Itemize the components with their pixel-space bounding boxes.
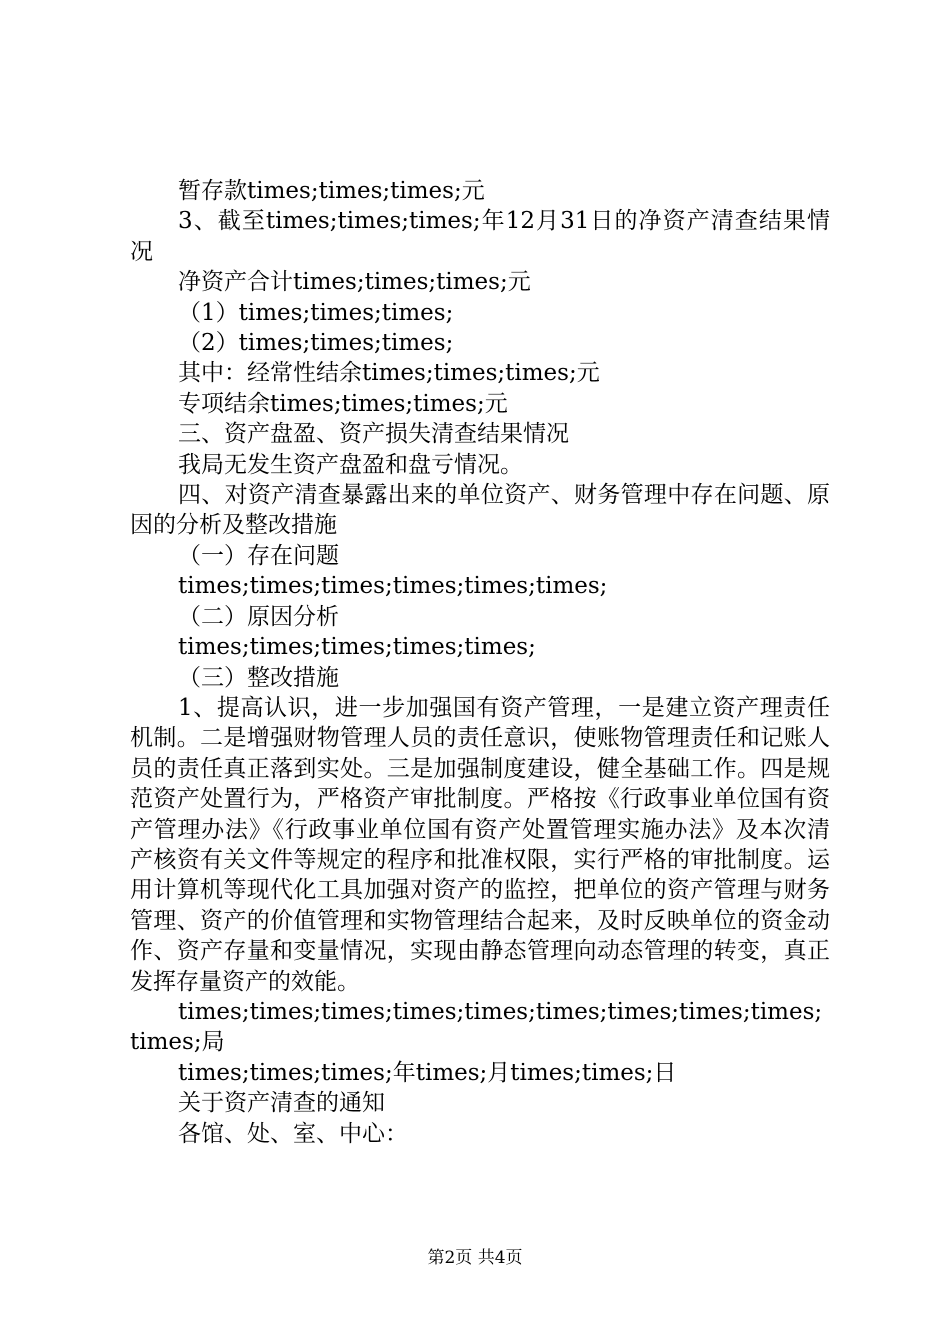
paragraph-measures: 1、提高认识，进一步加强国有资产管理，一是建立资产理责任机制。二是增强财物管理人员的责任意识，使账物管理责任和记账人员的责任真正落到实处。三是加强制度建设，健全基础工作。四是规范资产处置行为，严格资产审批制度。严格按《行政事业单位国有资产管理办法》《行政事业单位国有资产处置管理实施办法》及本次清产核资有关文件等规定的程序和批准权限，实行严格的审批制度。运用计算机等现代化工具加强对资产的监控，把单位的资产管理与财务管理、资产的价值管理和实物管理结合起来，及时反映单位的资金动作、资产存量和变量情况，实现由静态管理向动态管理的转变，真正发挥存量资产的效能。 [130,694,830,995]
notice-salutation: 各馆、处、室、中心： [178,1120,408,1147]
paragraph-special-surplus: 专项结余times;times;times;元 [178,390,508,417]
paragraph-date: times;times;times;年times;月times;times;日 [178,1059,677,1086]
paragraph-net-assets-heading: 3、截至times;times;times;年12月31日的净资产清查结果情况 [130,208,830,265]
document-body [130,176,830,1149]
paragraph-problems: times;times;times;times;times;times; [178,573,608,600]
paragraph-temporary-deposit: 暂存款times;times;times;元 [178,178,485,204]
paragraph-signature: times;times;times;times;times;times;times;times;times;times;局 [130,998,823,1056]
subheading-causes: （二）原因分析 [178,603,339,630]
notice-title: 关于资产清查的通知 [178,1090,385,1117]
section-heading-4: 四、对资产清查暴露出来的单位资产、财务管理中存在问题、原因的分析及整改措施 [130,482,830,539]
paragraph-causes: times;times;times;times;times; [178,634,536,661]
paragraph-regular-surplus: 其中：经常性结余times;times;times;元 [178,360,600,387]
subheading-problems: （一）存在问题 [178,542,339,569]
paragraph-item-2: （2）times;times;times; [178,330,454,357]
paragraph-item-1: （1）times;times;times; [178,299,454,326]
subheading-measures: （三）整改措施 [178,664,339,691]
paragraph-no-surplus-loss: 我局无发生资产盘盈和盘亏情况。 [178,451,523,478]
section-heading-3: 三、资产盘盈、资产损失清查结果情况 [178,421,569,448]
paragraph-net-assets-total: 净资产合计times;times;times;元 [178,269,531,296]
page-number-footer: 第2页 共4页 [427,1248,523,1268]
